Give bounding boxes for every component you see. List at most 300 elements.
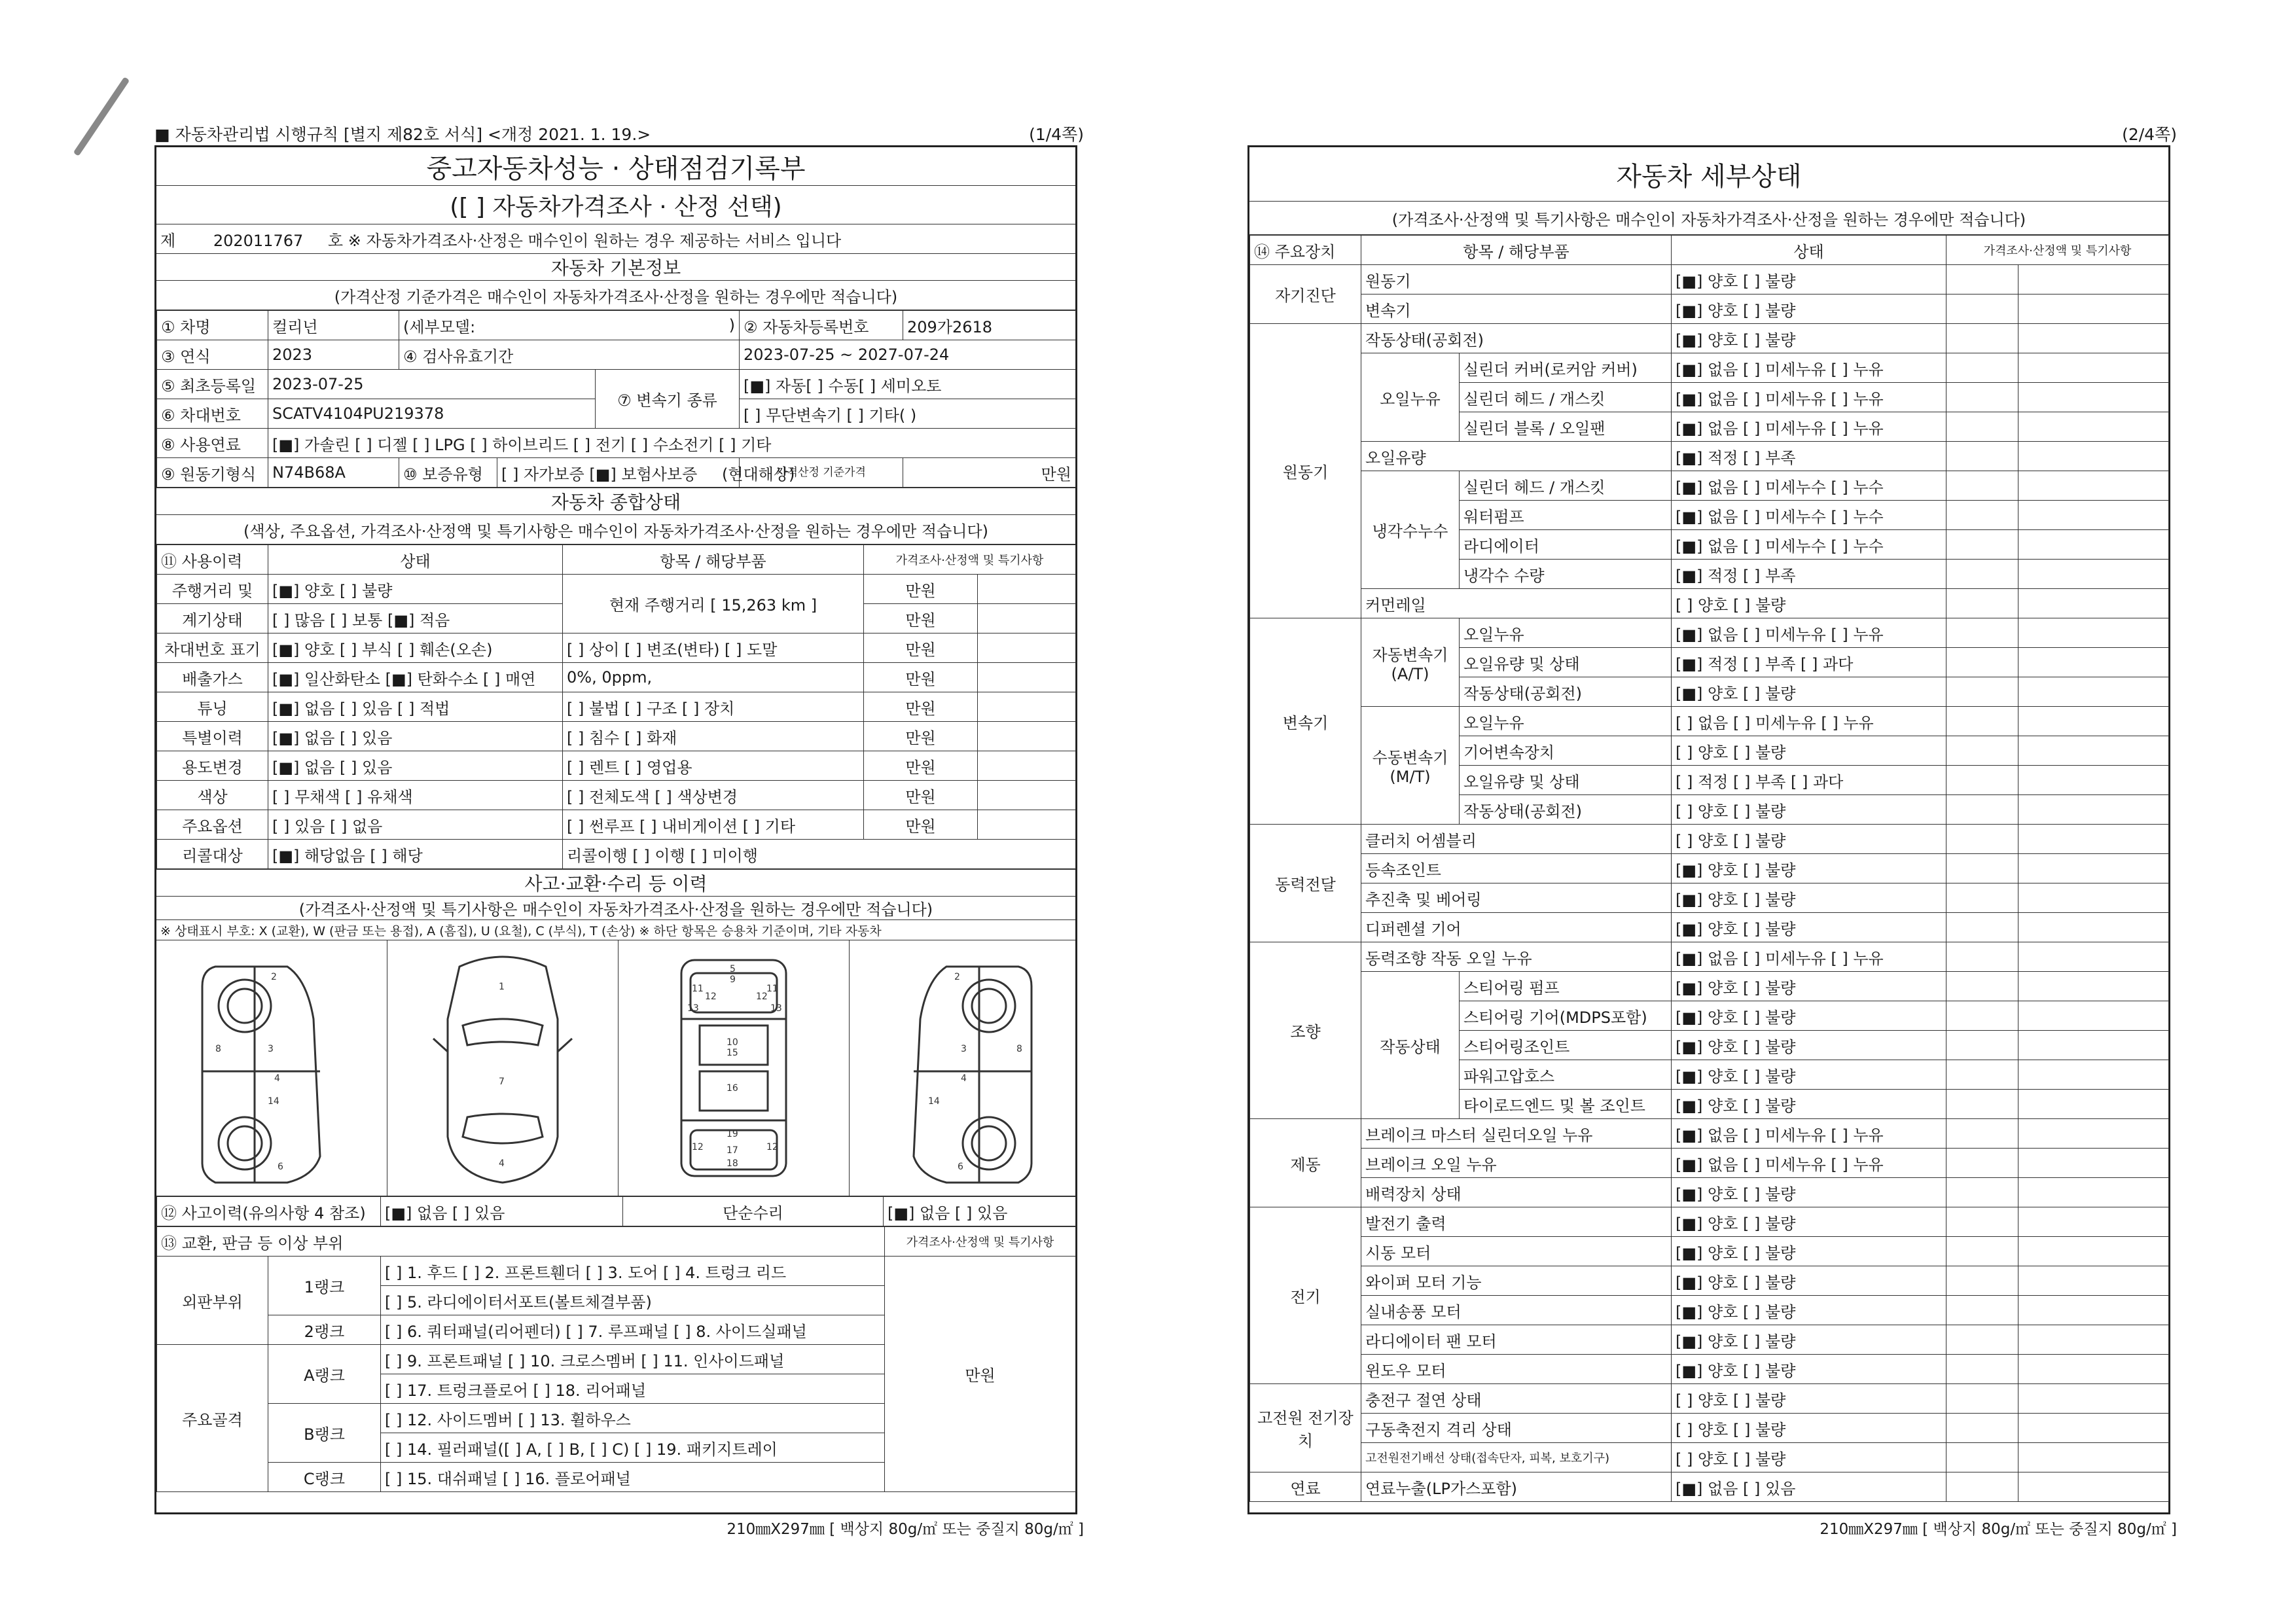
detail-item: 고전원전기배선 상태(접속단자, 피복, 보호기구) — [1361, 1443, 1672, 1472]
page-1-footer: 210㎜X297㎜ [ 백상지 80g/㎡ 또는 중질지 80g/㎡ ] — [726, 1521, 1084, 1538]
detail-group-label: 고전원 전기장치 — [1250, 1384, 1361, 1472]
fuel-label: ⑧ 사용연료 — [157, 429, 268, 458]
detail-status: [■] 적정 [ ] 부족 [ ] 과다 — [1672, 648, 1946, 677]
detail-status: [ ] 적정 [ ] 부족 [ ] 과다 — [1672, 766, 1946, 795]
detail-status: [■] 양호 [ ] 불량 — [1672, 1325, 1946, 1355]
detail-price-cell — [1946, 1325, 2018, 1355]
detail-status: [ ] 없음 [ ] 미세누유 [ ] 누유 — [1672, 707, 1946, 736]
detail-note-cell — [2018, 883, 2169, 913]
detail-item: 실내송풍 모터 — [1361, 1296, 1672, 1325]
general-row-item: 0%, 0ppm, — [563, 663, 864, 692]
detail-item: 동력조향 작동 오일 누유 — [1361, 942, 1672, 972]
detail-note-cell — [2018, 353, 2169, 383]
frame-rankB-items-b: [ ] 14. 필러패널([ ] A, [ ] B, [ ] C) [ ] 19. 패키지트레이 — [381, 1433, 885, 1463]
general-row-price: 만원 — [864, 810, 978, 840]
general-status-table — [156, 544, 1076, 869]
detail-status: [■] 양호 [ ] 불량 — [1672, 1001, 1946, 1031]
detail-item: 구동축전지 격리 상태 — [1361, 1414, 1672, 1443]
general-row-item: [ ] 침수 [ ] 화재 — [563, 722, 864, 751]
detail-note-cell — [2018, 265, 2169, 294]
detail-price-cell — [1946, 1237, 2018, 1266]
detail-price-head: 가격조사·산정액 및 특기사항 — [1946, 236, 2169, 265]
warranty-value — [497, 458, 795, 488]
svg-text:12: 12 — [766, 1142, 778, 1152]
page-1 — [154, 0, 1084, 1623]
detail-item: 윈도우 모터 — [1361, 1355, 1672, 1384]
svg-text:12: 12 — [692, 1142, 704, 1152]
base-price-label: 가격산정 기준가격 — [740, 458, 903, 488]
detail-row — [1250, 589, 2169, 618]
general-row-status: [■] 일산화탄소 [■] 탄화수소 [ ] 매연 — [268, 663, 563, 692]
detail-note: (가격조사·산정액 및 특기사항은 매수인이 자동차가격조사·산정을 원하는 경우에만 적습니다) — [1249, 202, 2168, 235]
detail-price-cell — [1946, 383, 2018, 412]
svg-text:11: 11 — [692, 984, 704, 994]
svg-text:1: 1 — [499, 982, 505, 992]
detail-item: 타이로드엔드 및 볼 조인트 — [1460, 1090, 1672, 1119]
detail-status: [■] 양호 [ ] 불량 — [1672, 265, 1946, 294]
svg-text:19: 19 — [726, 1129, 738, 1139]
detail-price-cell — [1946, 677, 2018, 707]
detail-group-label: 동력전달 — [1250, 825, 1361, 942]
detail-note-cell — [2018, 1031, 2169, 1060]
detail-status: [ ] 양호 [ ] 불량 — [1672, 589, 1946, 618]
detail-item: 오일누유 — [1460, 707, 1672, 736]
detail-item-head: 항목 / 해당부품 — [1361, 236, 1672, 265]
detail-note-cell — [2018, 648, 2169, 677]
detail-item: 작동상태(공회전) — [1460, 795, 1672, 825]
svg-text:18: 18 — [726, 1158, 738, 1169]
transmission-label: ⑦ 변속기 종류 — [596, 370, 740, 429]
detail-note-cell — [2018, 1119, 2169, 1149]
detail-status: [ ] 양호 [ ] 불량 — [1672, 1384, 1946, 1414]
detail-note-cell — [2018, 560, 2169, 589]
page-number: (2/4쪽) — [2122, 125, 2177, 144]
record-number-line — [156, 224, 1075, 254]
general-row-item: [ ] 전체도색 [ ] 색상변경 — [563, 781, 864, 810]
rank-2-label: 2랭크 — [268, 1315, 381, 1345]
general-row-key: 리콜대상 — [157, 840, 268, 869]
detail-status: [■] 양호 [ ] 불량 — [1672, 294, 1946, 324]
detail-status: [ ] 양호 [ ] 불량 — [1672, 736, 1946, 766]
detail-price-cell — [1946, 913, 2018, 942]
basic-row-fuel — [157, 429, 1076, 458]
general-row-price: 만원 — [864, 575, 978, 604]
detail-price-cell — [1946, 1384, 2018, 1414]
detail-item: 오일누유 — [1460, 618, 1672, 648]
detail-row — [1250, 942, 2169, 972]
detail-price-cell — [1946, 589, 2018, 618]
detail-row — [1250, 442, 2169, 471]
detail-subgroup-label: 작동상태 — [1361, 972, 1460, 1119]
detail-note-cell — [2018, 1296, 2169, 1325]
general-status-head — [157, 545, 1076, 575]
detail-note-cell — [2018, 1325, 2169, 1355]
accident-header — [156, 869, 1075, 940]
detail-note-cell — [2018, 1237, 2169, 1266]
accident-note: (가격조사·산정액 및 특기사항은 매수인이 자동차가격조사·산정을 원하는 경우에만 적습니다) — [156, 897, 1075, 920]
detail-item: 스티어링 기어(MDPS포함) — [1460, 1001, 1672, 1031]
frame-rankC-items: [ ] 15. 대쉬패널 [ ] 16. 플로어패널 — [381, 1463, 885, 1492]
general-row-status: [■] 없음 [ ] 있음 [ ] 적법 — [268, 692, 563, 722]
detail-head-row — [1250, 236, 2169, 265]
general-row-note — [978, 663, 1076, 692]
detail-item: 와이퍼 모터 기능 — [1361, 1266, 1672, 1296]
swap-price-head: 가격조사·산정액 및 특기사항 — [885, 1227, 1076, 1257]
general-row-item: [ ] 썬루프 [ ] 내비게이션 [ ] 기타 — [563, 810, 864, 840]
detail-note-cell — [2018, 766, 2169, 795]
detail-price-cell — [1946, 942, 2018, 972]
detail-price-cell — [1946, 648, 2018, 677]
detail-note-cell — [2018, 677, 2169, 707]
detail-note-cell — [2018, 1178, 2169, 1207]
car-top-view — [387, 940, 619, 1196]
detail-status: [■] 없음 [ ] 미세누수 [ ] 누수 — [1672, 471, 1946, 501]
outer-rank1-items-b: [ ] 5. 라디에이터서포트(볼트체결부품) — [381, 1286, 885, 1315]
general-row-item: [ ] 상이 [ ] 변조(변타) [ ] 도말 — [563, 633, 864, 663]
engine-type-value: N74B68A — [268, 458, 399, 488]
detail-price-cell — [1946, 1266, 2018, 1296]
detail-price-cell — [1946, 618, 2018, 648]
basic-row-model — [157, 311, 1076, 340]
svg-text:8: 8 — [215, 1044, 221, 1054]
year-label: ③ 연식 — [157, 340, 268, 370]
svg-text:9: 9 — [730, 974, 736, 985]
detail-item: 라디에이터 팬 모터 — [1361, 1325, 1672, 1355]
general-row-special — [157, 722, 1076, 751]
detail-item: 연료누출(LP가스포함) — [1361, 1472, 1672, 1502]
detail-subgroup-label: 자동변속기 (A/T) — [1361, 618, 1460, 707]
detail-note-cell — [2018, 1384, 2169, 1414]
general-row-key: 차대번호 표기 — [157, 633, 268, 663]
registration-label: ② 자동차등록번호 — [740, 311, 903, 340]
detail-row — [1250, 825, 2169, 854]
detail-group-label: 원동기 — [1250, 324, 1361, 618]
vin-value: SCATV4104PU219378 — [268, 399, 596, 429]
detail-note-cell — [2018, 471, 2169, 501]
general-row-key: 주행거리 및 — [157, 575, 268, 604]
detail-group-label: 전기 — [1250, 1207, 1361, 1384]
detail-status-head: 상태 — [1672, 236, 1946, 265]
detail-note-cell — [2018, 589, 2169, 618]
car-name-label: ① 차명 — [157, 311, 268, 340]
detail-note-cell — [2018, 1149, 2169, 1178]
detail-status: [■] 양호 [ ] 불량 — [1672, 324, 1946, 353]
svg-text:6: 6 — [958, 1162, 963, 1172]
detail-status: [■] 양호 [ ] 불량 — [1672, 1031, 1946, 1060]
svg-text:17: 17 — [726, 1145, 738, 1156]
general-row-key: 튜닝 — [157, 692, 268, 722]
svg-text:13: 13 — [770, 1003, 782, 1014]
detail-price-cell — [1946, 412, 2018, 442]
detail-note-cell — [2018, 707, 2169, 736]
detail-note-cell — [2018, 795, 2169, 825]
record-no-label: 제 — [160, 231, 176, 250]
car-right-side-svg — [850, 940, 1077, 1196]
detail-item: 배력장치 상태 — [1361, 1178, 1672, 1207]
car-diagram-strip — [156, 940, 1075, 1196]
general-row-item: 리콜이행 [ ] 이행 [ ] 미이행 — [563, 840, 1076, 869]
detail-note-cell — [2018, 1090, 2169, 1119]
general-row-status: [■] 없음 [ ] 있음 — [268, 722, 563, 751]
detail-item: 실린더 헤드 / 개스킷 — [1460, 383, 1672, 412]
detail-status: [■] 없음 [ ] 미세누유 [ ] 누유 — [1672, 942, 1946, 972]
svg-text:2: 2 — [271, 972, 277, 982]
detail-row — [1250, 913, 2169, 942]
detail-item: 커먼레일 — [1361, 589, 1672, 618]
basic-row-year — [157, 340, 1076, 370]
detail-status: [■] 없음 [ ] 있음 — [1672, 1472, 1946, 1502]
detail-item: 냉각수 수량 — [1460, 560, 1672, 589]
usage-history-head: ⑪ 사용이력 — [157, 545, 268, 575]
detail-status: [■] 없음 [ ] 미세누유 [ ] 누유 — [1672, 353, 1946, 383]
detail-row — [1250, 1207, 2169, 1237]
svg-text:12: 12 — [705, 991, 717, 1002]
svg-text:15: 15 — [726, 1048, 738, 1058]
detail-item: 등속조인트 — [1361, 854, 1672, 883]
engine-type-label: ⑨ 원동기형식 — [157, 458, 268, 488]
detail-price-cell — [1946, 825, 2018, 854]
detail-row — [1250, 471, 2169, 501]
car-top-svg — [387, 940, 618, 1196]
detail-note-cell — [2018, 412, 2169, 442]
general-row-options — [157, 810, 1076, 840]
detail-note-cell — [2018, 1443, 2169, 1472]
general-row-price: 만원 — [864, 663, 978, 692]
sub-model-close: ) — [596, 311, 740, 340]
page-2 — [1247, 0, 2177, 1623]
detail-price-cell — [1946, 1119, 2018, 1149]
detail-status: [■] 없음 [ ] 미세누유 [ ] 누유 — [1672, 1119, 1946, 1149]
detail-item: 디퍼렌셜 기어 — [1361, 913, 1672, 942]
general-row-status: [■] 양호 [ ] 불량 — [268, 575, 563, 604]
frame-rankB-items-a: [ ] 12. 사이드멤버 [ ] 13. 휠하우스 — [381, 1404, 885, 1433]
transmission-value-1: [■] 자동[ ] 수동[ ] 세미오토 — [740, 370, 1076, 399]
general-row-key: 배출가스 — [157, 663, 268, 692]
general-row-key: 계기상태 — [157, 604, 268, 633]
detail-price-cell — [1946, 854, 2018, 883]
accident-title: 사고·교환·수리 등 이력 — [156, 870, 1075, 897]
svg-text:16: 16 — [726, 1083, 738, 1094]
general-row-status: [■] 없음 [ ] 있음 — [268, 751, 563, 781]
detail-item: 브레이크 오일 누유 — [1361, 1149, 1672, 1178]
general-status-note: (색상, 주요옵션, 가격조사·산정액 및 특기사항은 매수인이 자동차가격조사·산정을 원하는 경우에만 적습니다) — [156, 515, 1075, 544]
general-row-emission — [157, 663, 1076, 692]
detail-note-cell — [2018, 1207, 2169, 1237]
detail-note-cell — [2018, 1001, 2169, 1031]
detail-status: [■] 적정 [ ] 부족 — [1672, 442, 1946, 471]
warranty-choice: [ ] 자가보증 [■] 보험사보증 — [501, 465, 698, 484]
warranty-insurer: (현대해상) — [721, 465, 795, 484]
car-frame-view — [619, 940, 850, 1196]
detail-note-cell — [2018, 972, 2169, 1001]
detail-row — [1250, 1149, 2169, 1178]
detail-row — [1250, 1296, 2169, 1325]
detail-status: [■] 양호 [ ] 불량 — [1672, 1178, 1946, 1207]
detail-row — [1250, 618, 2169, 648]
detail-row — [1250, 1355, 2169, 1384]
vin-label: ⑥ 차대번호 — [157, 399, 268, 429]
general-row-note — [978, 575, 1076, 604]
car-frame-svg — [619, 940, 849, 1196]
detail-item: 오일유량 — [1361, 442, 1672, 471]
detail-note-cell — [2018, 294, 2169, 324]
general-row-note — [978, 810, 1076, 840]
svg-text:3: 3 — [961, 1044, 967, 1054]
detail-group-label: 연료 — [1250, 1472, 1361, 1502]
general-row-key: 색상 — [157, 781, 268, 810]
status-legend: ※ 상태표시 부호: X (교환), W (판금 또는 용접), A (흠집), U (요철), C (부식), T (손상) ※ 하단 항목은 승용차 기준이며, 기타 자동차 — [156, 920, 1075, 940]
general-row-note — [978, 751, 1076, 781]
page-2-header — [1247, 119, 2177, 145]
detail-status: [■] 양호 [ ] 불량 — [1672, 1355, 1946, 1384]
detail-item: 추진축 및 베어링 — [1361, 883, 1672, 913]
detail-price-cell — [1946, 1443, 2018, 1472]
detail-price-cell — [1946, 353, 2018, 383]
detail-status: [■] 없음 [ ] 미세누유 [ ] 누유 — [1672, 412, 1946, 442]
general-row-note — [978, 604, 1076, 633]
detail-note-cell — [2018, 1414, 2169, 1443]
record-no-suffix: 호 ※ 자동차가격조사·산정은 매수인이 원하는 경우 제공하는 서비스 입니다 — [327, 231, 842, 250]
basic-info-table — [156, 310, 1076, 488]
detail-row — [1250, 1414, 2169, 1443]
detail-group-head: ⑭ 주요장치 — [1250, 236, 1361, 265]
general-status-header — [156, 488, 1075, 544]
parts-swap-table — [156, 1226, 1076, 1492]
detail-status: [■] 없음 [ ] 미세누수 [ ] 누수 — [1672, 501, 1946, 530]
general-row-price: 만원 — [864, 633, 978, 663]
detail-note-cell — [2018, 530, 2169, 560]
general-row-status: [ ] 무채색 [ ] 유채색 — [268, 781, 563, 810]
detail-row — [1250, 1325, 2169, 1355]
detail-item: 브레이크 마스터 실린더오일 누유 — [1361, 1119, 1672, 1149]
svg-text:11: 11 — [766, 984, 778, 994]
swap-head-row — [157, 1227, 1076, 1257]
simple-repair-value: [■] 없음 [ ] 있음 — [884, 1197, 1076, 1226]
general-row-price: 만원 — [864, 781, 978, 810]
svg-text:4: 4 — [499, 1158, 505, 1169]
detail-row — [1250, 324, 2169, 353]
detail-status: [ ] 양호 [ ] 불량 — [1672, 795, 1946, 825]
item-head: 항목 / 해당부품 — [563, 545, 864, 575]
detail-price-cell — [1946, 1149, 2018, 1178]
detail-note-cell — [2018, 383, 2169, 412]
accident-value: [■] 없음 [ ] 있음 — [381, 1197, 623, 1226]
detail-status-table — [1249, 235, 2169, 1502]
detail-row — [1250, 353, 2169, 383]
general-row-note — [978, 692, 1076, 722]
detail-item: 워터펌프 — [1460, 501, 1672, 530]
detail-row — [1250, 883, 2169, 913]
detail-note-cell — [2018, 1355, 2169, 1384]
detail-status: [■] 양호 [ ] 불량 — [1672, 1207, 1946, 1237]
general-row-item: [ ] 렌트 [ ] 영업용 — [563, 751, 864, 781]
page-2-footer: 210㎜X297㎜ [ 백상지 80g/㎡ 또는 중질지 80g/㎡ ] — [1820, 1521, 2177, 1538]
detail-note-cell — [2018, 913, 2169, 942]
general-row-key: 용도변경 — [157, 751, 268, 781]
detail-price-cell — [1946, 501, 2018, 530]
detail-status: [■] 양호 [ ] 불량 — [1672, 883, 1946, 913]
outer-rank1-items-a: [ ] 1. 후드 [ ] 2. 프론트휀더 [ ] 3. 도어 [ ] 4. 트렁크 리드 — [381, 1257, 885, 1286]
page-1-header — [154, 119, 1084, 145]
first-reg-value: 2023-07-25 — [268, 370, 596, 399]
general-row-status: [ ] 많음 [ ] 보통 [■] 적음 — [268, 604, 563, 633]
detail-price-cell — [1946, 883, 2018, 913]
detail-price-cell — [1946, 324, 2018, 353]
general-row-mileage — [157, 575, 1076, 604]
detail-price-cell — [1946, 972, 2018, 1001]
detail-subgroup-label: 오일누유 — [1361, 353, 1460, 442]
detail-row — [1250, 1384, 2169, 1414]
detail-row — [1250, 265, 2169, 294]
detail-status: [■] 양호 [ ] 불량 — [1672, 677, 1946, 707]
transmission-value-2: [ ] 무단변속기 [ ] 기타( ) — [740, 399, 1076, 429]
detail-status: [■] 없음 [ ] 미세누수 [ ] 누수 — [1672, 530, 1946, 560]
detail-price-cell — [1946, 1355, 2018, 1384]
detail-item: 충전구 절연 상태 — [1361, 1384, 1672, 1414]
detail-note-cell — [2018, 854, 2169, 883]
rank-a-label: A랭크 — [268, 1345, 381, 1404]
general-row-vin-mark — [157, 633, 1076, 663]
detail-note-cell — [2018, 324, 2169, 353]
detail-item: 시동 모터 — [1361, 1237, 1672, 1266]
detail-note-cell — [2018, 825, 2169, 854]
detail-price-cell — [1946, 707, 2018, 736]
detail-status: [■] 양호 [ ] 불량 — [1672, 972, 1946, 1001]
page-1-frame — [154, 145, 1077, 1514]
basic-info-title: 자동차 기본정보 — [156, 254, 1075, 281]
detail-row — [1250, 1119, 2169, 1149]
form-reference: ■ 자동차관리법 시행규칙 [별지 제82호 서식] <개정 2021. 1. 19.> — [154, 125, 651, 144]
detail-item: 변속기 — [1361, 294, 1672, 324]
detail-group-label: 변속기 — [1250, 618, 1361, 825]
detail-item: 원동기 — [1361, 265, 1672, 294]
detail-row — [1250, 1472, 2169, 1502]
general-row-note — [978, 633, 1076, 663]
svg-text:7: 7 — [499, 1077, 505, 1087]
detail-status: [ ] 양호 [ ] 불량 — [1672, 1414, 1946, 1443]
detail-price-cell — [1946, 1178, 2018, 1207]
detail-price-cell — [1946, 736, 2018, 766]
detail-row — [1250, 1266, 2169, 1296]
accident-row — [157, 1197, 1076, 1226]
swap-price-value: 만원 — [885, 1257, 1076, 1492]
accident-label: ⑫ 사고이력(유의사항 4 참조) — [157, 1197, 381, 1226]
detail-price-cell — [1946, 560, 2018, 589]
detail-status: [■] 양호 [ ] 불량 — [1672, 913, 1946, 942]
year-value: 2023 — [268, 340, 399, 370]
rank-1-label: 1랭크 — [268, 1257, 381, 1315]
car-left-side-svg — [156, 940, 387, 1196]
detail-note-cell — [2018, 618, 2169, 648]
detail-price-cell — [1946, 1472, 2018, 1502]
car-left-side-view — [156, 940, 387, 1196]
general-row-tuning — [157, 692, 1076, 722]
detail-status: [ ] 양호 [ ] 불량 — [1672, 1443, 1946, 1472]
general-row-status: [ ] 있음 [ ] 없음 — [268, 810, 563, 840]
detail-price-cell — [1946, 1090, 2018, 1119]
fuel-value: [■] 가솔린 [ ] 디젤 [ ] LPG [ ] 하이브리드 [ ] 전기 [ ] 수소전기 [ ] 기타 — [268, 429, 1076, 458]
detail-price-cell — [1946, 1414, 2018, 1443]
general-row-key: 특별이력 — [157, 722, 268, 751]
detail-note-cell — [2018, 1060, 2169, 1090]
svg-text:4: 4 — [961, 1073, 967, 1084]
detail-price-cell — [1946, 265, 2018, 294]
detail-status: [■] 양호 [ ] 불량 — [1672, 1266, 1946, 1296]
detail-note-cell — [2018, 1472, 2169, 1502]
detail-status: [■] 양호 [ ] 불량 — [1672, 854, 1946, 883]
detail-item: 스티어링조인트 — [1460, 1031, 1672, 1060]
detail-status: [■] 적정 [ ] 부족 — [1672, 560, 1946, 589]
